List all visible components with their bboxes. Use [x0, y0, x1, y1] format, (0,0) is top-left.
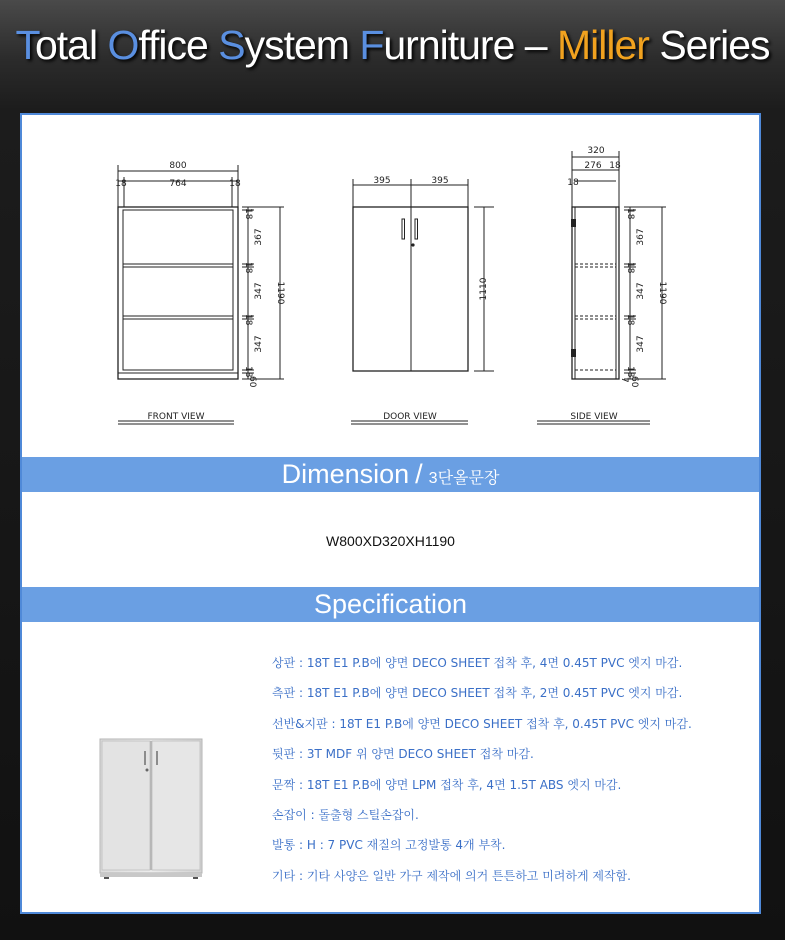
technical-drawing	[22, 115, 759, 458]
side-h-bottom: 18	[625, 366, 635, 378]
front-base: 60	[247, 376, 257, 388]
side-front: 18	[567, 178, 579, 188]
handle-icon	[156, 751, 158, 765]
side-h3: 347	[636, 335, 646, 353]
side-h1: 367	[636, 228, 646, 246]
page-title	[0, 22, 785, 69]
front-view-label: FRONT VIEW	[147, 412, 205, 422]
side-h-top: 18	[625, 208, 635, 220]
product-sheet-panel	[20, 113, 761, 914]
door-left-width: 395	[373, 176, 391, 186]
side-depth-total: 320	[587, 146, 605, 156]
specification-title: Specification	[313, 589, 468, 619]
title-segment: S	[218, 22, 245, 68]
specification-list	[272, 653, 752, 896]
dimension-slash: /	[415, 459, 423, 489]
front-width-total: 800	[169, 161, 187, 171]
side-height-total: 1190	[657, 281, 667, 305]
title-segment: Miller	[556, 22, 649, 68]
dimension-title: Dimension	[281, 459, 410, 489]
front-height-total: 1190	[275, 281, 285, 305]
front-h2: 347	[254, 282, 264, 300]
spec-item: 기타 : 기타 사양은 일반 가구 제작에 의거 튼튼하고 미려하게 제작함.	[272, 868, 631, 883]
front-h-s1: 18	[243, 262, 253, 274]
spec-item: 발통 : H : 7 PVC 재질의 고정발통 4개 부착.	[272, 838, 506, 853]
title-segment: ffice	[138, 22, 219, 68]
side-h-s1: 18	[625, 262, 635, 274]
door-view	[351, 179, 494, 424]
side-back-gap: 18	[609, 161, 621, 171]
product-photo	[98, 735, 208, 885]
side-h-s2: 18	[625, 314, 635, 326]
title-segment: T	[15, 22, 35, 68]
side-kick: 7	[619, 377, 629, 383]
title-segment: O	[107, 22, 139, 68]
front-h-bottom: 18	[243, 366, 253, 378]
dimension-header	[22, 457, 759, 492]
front-side-right: 18	[229, 179, 241, 189]
front-h1: 367	[254, 228, 264, 246]
handle-icon	[571, 349, 576, 357]
lock-icon	[146, 769, 149, 772]
spec-item: 측판 : 18T E1 P.B에 양면 DECO SHEET 접착 후, 2면 0.45T PVC 엣지 마감.	[272, 686, 683, 701]
title-segment: otal	[34, 22, 108, 68]
side-h2: 347	[636, 282, 646, 300]
door-height: 1110	[479, 277, 489, 301]
front-inner-width: 764	[169, 179, 187, 189]
spec-item: 손잡이 : 돌출형 스틸손잡이.	[272, 807, 419, 822]
front-h-s2: 18	[243, 314, 253, 326]
side-inner-depth: 276	[584, 161, 602, 171]
title-segment: urniture –	[383, 22, 557, 68]
spec-item: 상판 : 18T E1 P.B에 양면 DECO SHEET 접착 후, 4면 0.45T PVC 엣지 마감.	[272, 656, 683, 670]
door-right-width: 395	[431, 176, 449, 186]
side-base: 60	[629, 376, 639, 388]
title-segment: F	[359, 22, 384, 68]
dimension-subtitle: 3단올문장	[428, 470, 500, 487]
lock-icon	[411, 243, 414, 246]
spec-item: 문짝 : 18T E1 P.B에 양면 LPM 접착 후, 4면 1.5T ABS 엣지 마감.	[272, 777, 622, 792]
front-h-top: 18	[243, 208, 253, 220]
specification-header	[22, 587, 759, 622]
title-segment: Series	[648, 22, 770, 68]
title-segment: ystem	[244, 22, 360, 68]
handle-icon	[571, 219, 576, 227]
door-view-label: DOOR VIEW	[383, 412, 437, 422]
side-view-label: SIDE VIEW	[570, 412, 618, 422]
front-h3: 347	[254, 335, 264, 353]
handle-icon	[144, 751, 146, 765]
spec-item: 선반&지판 : 18T E1 P.B에 양면 DECO SHEET 접착 후, 0.45T PVC 엣지 마감.	[272, 716, 692, 731]
dimension-value: W800XD320XH1190	[326, 533, 455, 549]
spec-item: 뒷판 : 3T MDF 위 양면 DECO SHEET 접착 마감.	[272, 747, 534, 762]
side-view	[537, 151, 666, 424]
front-side-left: 18	[115, 179, 127, 189]
